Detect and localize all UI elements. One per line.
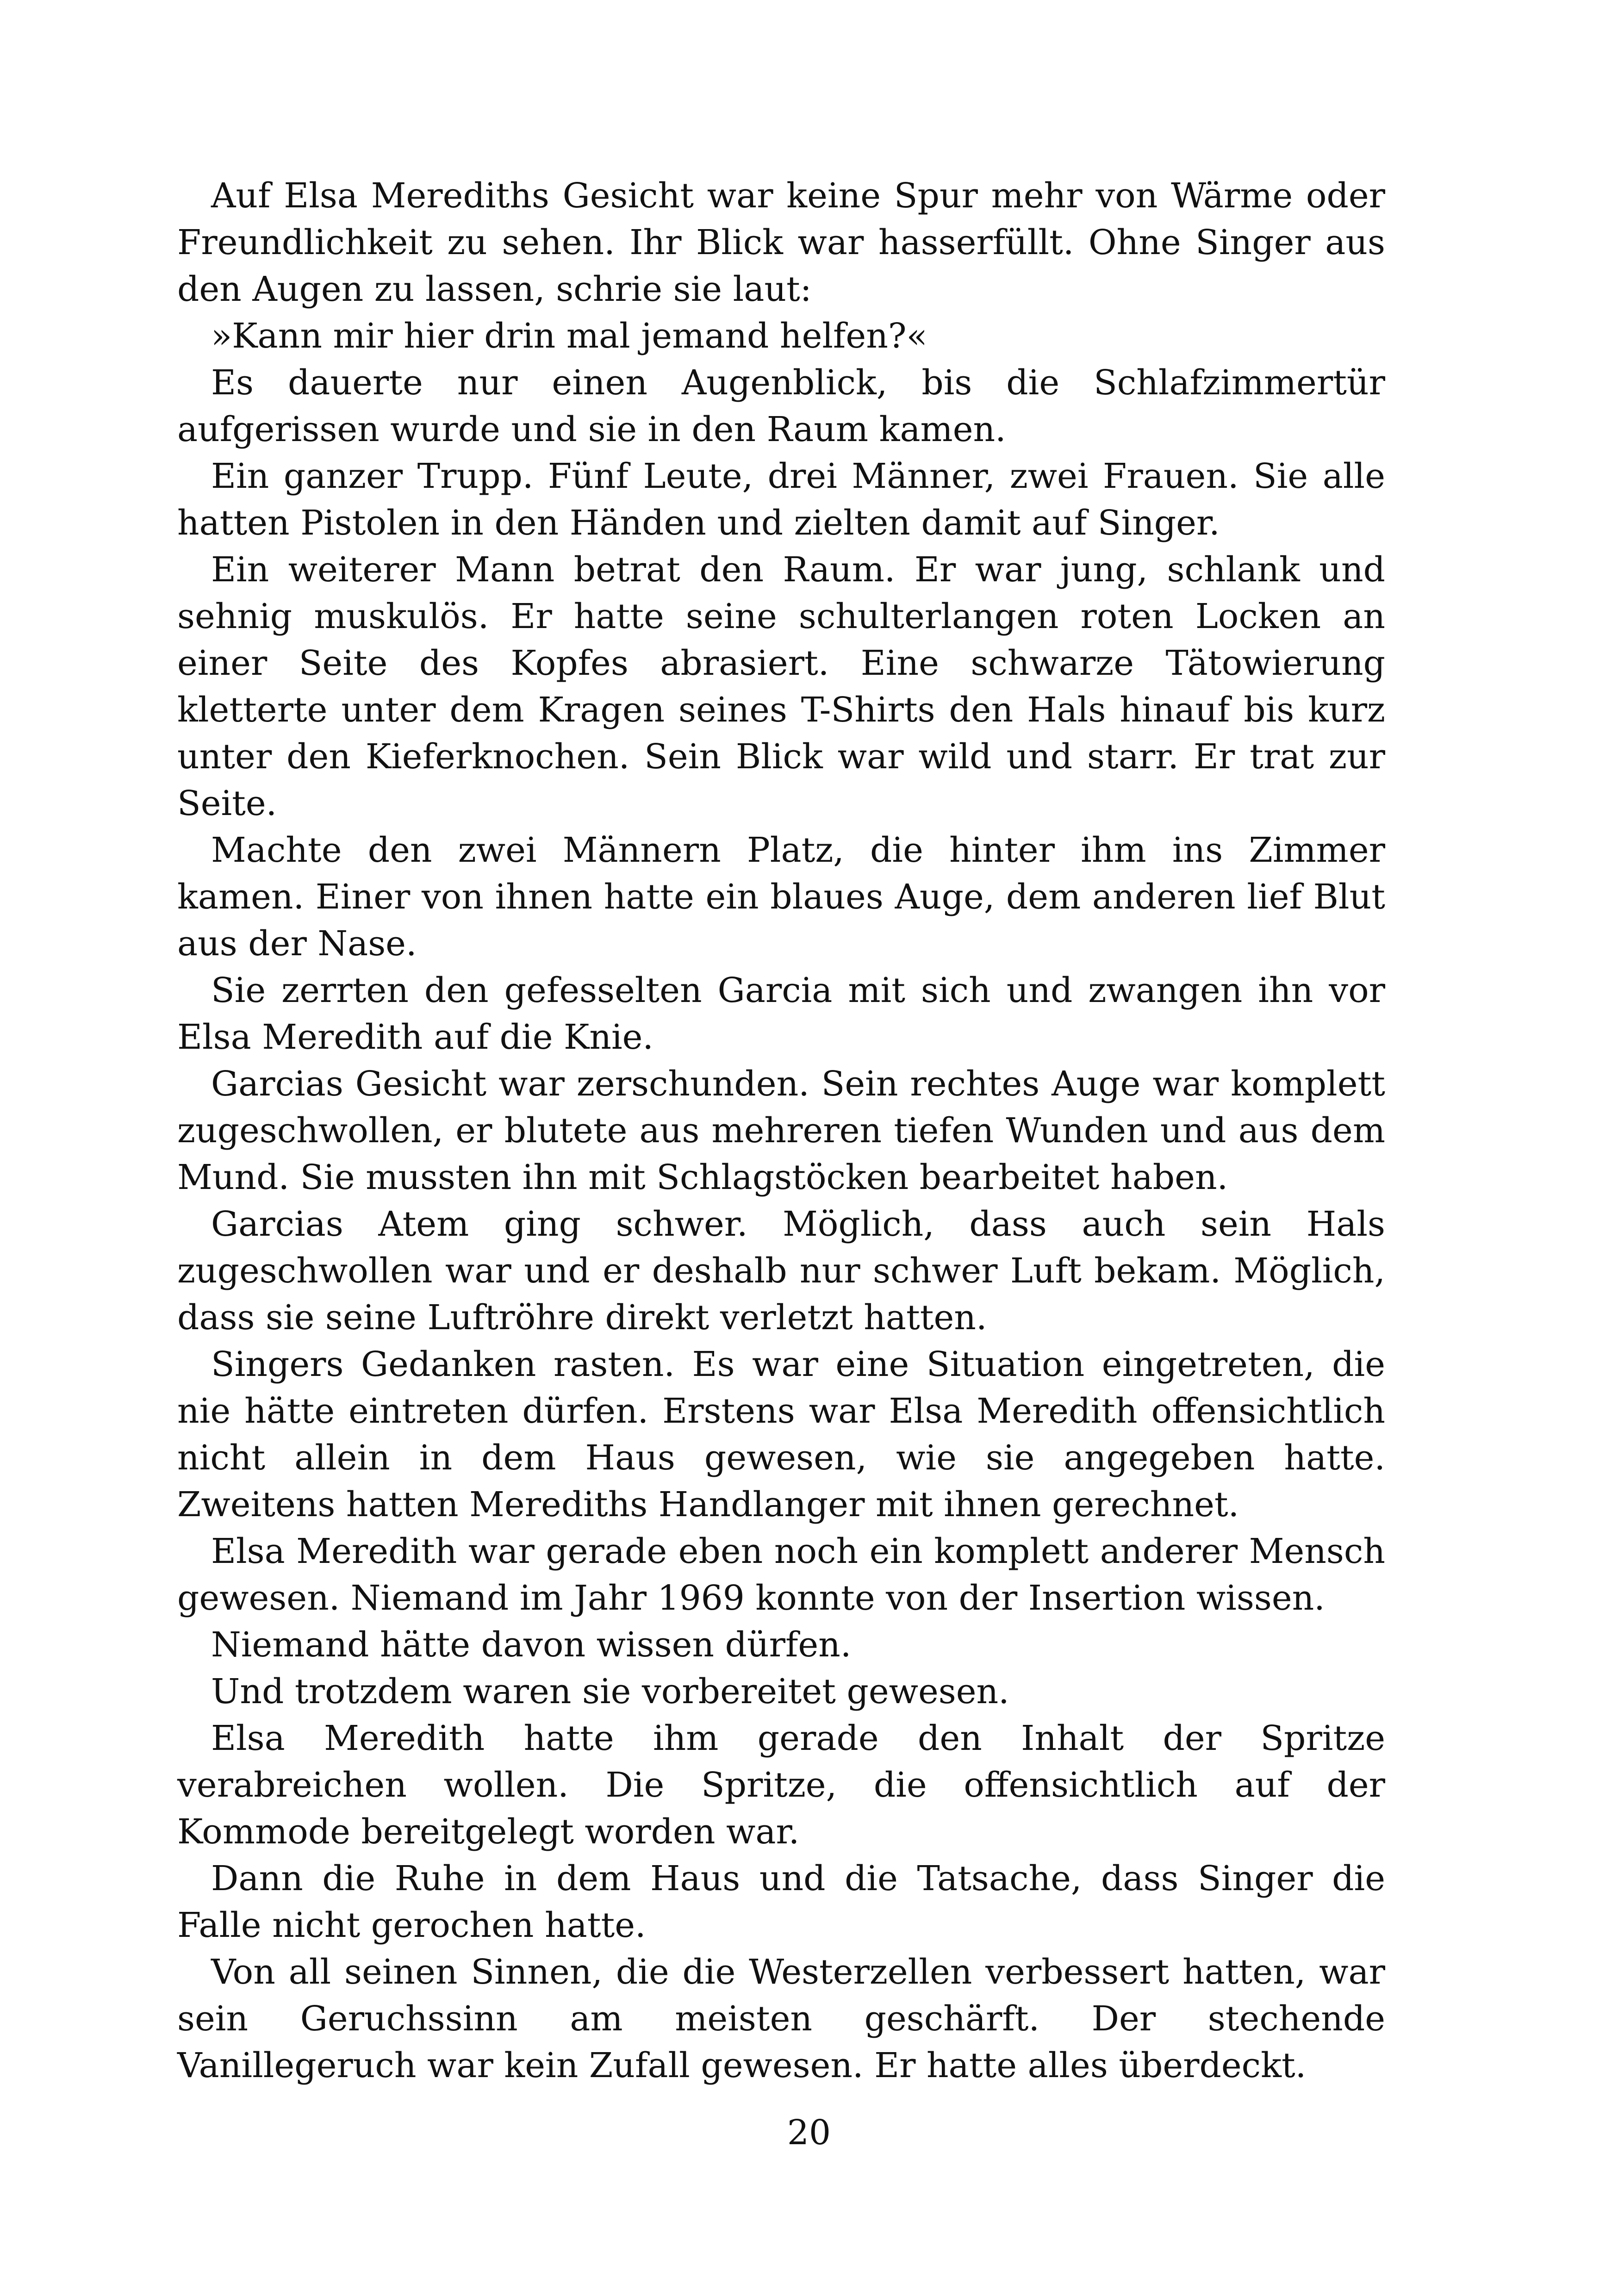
- paragraph: Elsa Meredith war gerade eben noch ein komplett anderer Mensch gewesen. Niemand im Jahr 1969 konnte von der Insertion wissen.: [177, 1531, 1385, 1618]
- paragraph: Ein ganzer Trupp. Fünf Leute, drei Männer, zwei Frauen. Sie alle hatten Pistolen in den Händen und zielten damit auf Singer.: [177, 456, 1385, 543]
- body-text: [177, 173, 1385, 2089]
- paragraph: »Kann mir hier drin mal jemand helfen?«: [211, 316, 927, 356]
- paragraph: Machte den zwei Männern Platz, die hinter ihm ins Zimmer kamen. Einer von ihnen hatte ein blaues Auge, dem anderen lief Blut aus der Nase.: [177, 830, 1385, 964]
- paragraph: Elsa Meredith hatte ihm gerade den Inhalt der Spritze verabreichen wollen. Die Spritze, die offensichtlich auf der Kommode bereitgelegt worden war.: [177, 1718, 1385, 1852]
- paragraph: Auf Elsa Merediths Gesicht war keine Spur mehr von Wärme oder Freundlichkeit zu sehen. Ihr Blick war hasserfüllt. Ohne Singer aus den Augen zu lassen, schrie sie laut:: [177, 176, 1385, 309]
- paragraph: Garcias Gesicht war zerschunden. Sein rechtes Auge war komplett zugeschwollen, er blutete aus mehreren tiefen Wunden und aus dem Mund. Sie mussten ihn mit Schlagstöcken bearbeitet haben.: [177, 1064, 1385, 1197]
- paragraph: Ein weiterer Mann betrat den Raum. Er war jung, schlank und sehnig muskulös. Er hatte seine schulterlangen roten Locken an einer Seite des Kopfes abrasiert. Eine schwarze Tätowierung kletterte unter dem Kragen seines T-Shirts den Hals hinauf bis kurz unter den Kieferknochen. Sein Blick war wild und starr. Er trat zur Seite.: [177, 550, 1385, 823]
- paragraph: Garcias Atem ging schwer. Möglich, dass auch sein Hals zugeschwollen war und er deshalb nur schwer Luft bekam. Möglich, dass sie seine Luftröhre direkt verletzt hatten.: [177, 1204, 1385, 1338]
- paragraph: Niemand hätte davon wissen dürfen.: [211, 1625, 852, 1665]
- page-number: 20: [787, 2113, 831, 2153]
- paragraph: Sie zerrten den gefesselten Garcia mit sich und zwangen ihn vor Elsa Meredith auf die Knie.: [177, 971, 1385, 1057]
- paragraph: Dann die Ruhe in dem Haus und die Tatsache, dass Singer die Falle nicht gerochen hatte.: [177, 1859, 1385, 1945]
- paragraph: Es dauerte nur einen Augenblick, bis die Schlafzimmertür aufgerissen wurde und sie in den Raum kamen.: [177, 363, 1385, 449]
- paragraph: Singers Gedanken rasten. Es war eine Situation eingetreten, die nie hätte eintreten dürfen. Erstens war Elsa Meredith offensichtlich nicht allein in dem Haus gewesen, wie sie angegeben hatte. Zweitens hatten Merediths Handlanger mit ihnen gerechnet.: [177, 1344, 1385, 1524]
- paragraph: Von all seinen Sinnen, die die Westerzellen verbessert hatten, war sein Geruchssinn am meisten geschärft. Der stechende Vanillegeruch war kein Zufall gewesen. Er hatte alles überdeckt.: [177, 1952, 1385, 2085]
- paragraph: Und trotzdem waren sie vorbereitet gewesen.: [211, 1672, 1009, 1711]
